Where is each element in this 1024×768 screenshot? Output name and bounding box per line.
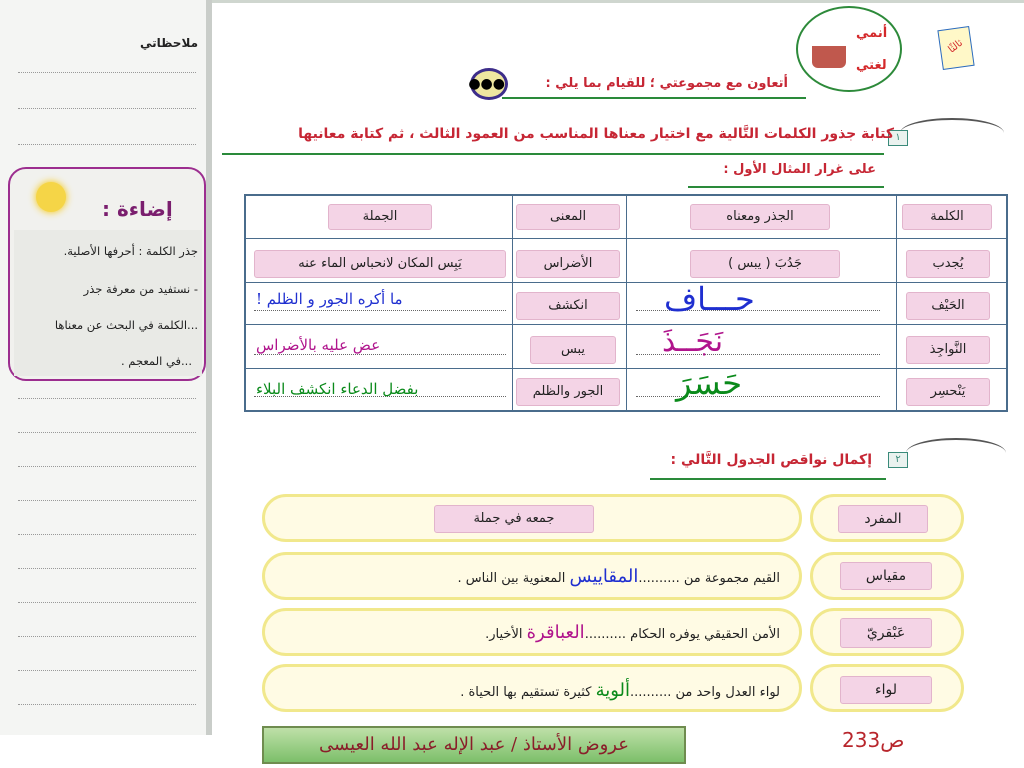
note-line: [18, 108, 196, 109]
tip-line: جذر الكلمة : أحرفها الأصلية.: [63, 244, 198, 258]
handwritten-sentence: بفضل الدعاء انكشف البلاء: [256, 380, 419, 398]
sentence-end: كثيرة تستقيم بها الحياة .: [460, 685, 596, 700]
tip-line: ...في المعجم .: [121, 354, 192, 368]
meaning-cell: انكشف: [516, 292, 620, 320]
sentence-end: الأخيار.: [485, 627, 527, 642]
sticky-note-icon: [937, 26, 974, 70]
underline: [650, 478, 886, 480]
table-divider: [246, 324, 1006, 325]
table-divider: [626, 196, 627, 410]
handwritten-sentence: عض عليه بالأضراس: [256, 336, 381, 354]
note-label: ثالثًا: [946, 37, 966, 56]
table-divider: [896, 196, 897, 410]
page-number: ص233: [842, 728, 905, 752]
handwritten-plural: ألوية: [595, 680, 631, 701]
handwritten-plural: المقاييس: [569, 566, 639, 587]
header-single: المفرد: [838, 505, 928, 533]
tip-line: ...الكلمة في البحث عن معناها: [54, 318, 198, 332]
meaning-cell: الجور والظلم: [516, 378, 620, 406]
group-people-icon: ●●●: [470, 68, 508, 100]
underline: [502, 97, 806, 99]
answer-dots: [254, 310, 506, 311]
sentence-start: الأمن الحقيقي يوفره الحكام ..........: [584, 627, 780, 642]
notes-title: ملاحظاتي: [139, 36, 198, 50]
note-line: [18, 602, 196, 603]
exercise-subtitle: على غرار المثال الأول :: [723, 162, 876, 177]
single-cell: لواء: [840, 676, 932, 704]
note-line: [18, 636, 196, 637]
word-cell: يُجدب: [906, 250, 990, 278]
badge-line2: لغتي: [856, 58, 887, 73]
note-line: [18, 398, 196, 399]
header-word: الكلمة: [902, 204, 992, 230]
table-divider: [512, 196, 513, 410]
handwritten-plural: العباقرة: [526, 622, 585, 643]
group-instruction: أتعاون مع مجموعتي ؛ للقيام بما يلي :: [545, 76, 788, 91]
word-cell: الحَيْف: [906, 292, 990, 320]
handwritten-root: حـــاف: [664, 280, 755, 318]
badge-line1: أنمي: [856, 26, 888, 41]
plural-sentence: [460, 680, 780, 701]
exercise-number: ١: [888, 130, 908, 146]
meaning-cell: الأضراس: [516, 250, 620, 278]
exercise-number: ٢: [888, 452, 908, 468]
author-banner: عروض الأستاذ / عبد الإله عبد الله العيسى: [262, 726, 686, 764]
answer-dots: [636, 396, 880, 397]
sentence-end: المعنوية بين الناس .: [457, 571, 570, 586]
single-cell: مقياس: [840, 562, 932, 590]
word-cell: النَّواجِذ: [906, 336, 990, 364]
meaning-cell: يبس: [530, 336, 616, 364]
watering-can-icon: [812, 46, 846, 68]
tip-title: إضاءة :: [102, 197, 173, 221]
sentence-start: القيم مجموعة من ..........: [638, 571, 780, 586]
sentence-cell: يَبِس المكان لانحباس الماء عنه: [254, 250, 506, 278]
plural-sentence: [457, 566, 780, 587]
header-plural: جمعه في جملة: [434, 505, 594, 533]
note-line: [18, 568, 196, 569]
word-cell: يَنْحسِر: [906, 378, 990, 406]
note-line: [18, 144, 196, 145]
handwritten-root: نَجَــذَ: [662, 324, 724, 359]
note-line: [18, 466, 196, 467]
header-root: الجذر ومعناه: [690, 204, 830, 230]
handwritten-sentence: ما أكره الجور و الظلم !: [256, 290, 403, 308]
single-cell: عَبْقريّ: [840, 618, 932, 648]
exercise-title: إكمال نواقص الجدول التَّالي :: [670, 452, 872, 468]
header-sentence: الجملة: [328, 204, 432, 230]
table-divider: [246, 282, 1006, 283]
note-line: [18, 432, 196, 433]
swoosh-decoration: [900, 118, 1004, 148]
sentence-start: لواء العدل واحد من ..........: [630, 685, 780, 700]
lightbulb-icon: [36, 182, 66, 212]
table-divider: [246, 238, 1006, 239]
plural-sentence: [485, 622, 780, 643]
header-meaning: المعنى: [516, 204, 620, 230]
note-line: [18, 72, 196, 73]
note-line: [18, 534, 196, 535]
root-cell: جَدُبَ ( يبس ): [690, 250, 840, 278]
note-line: [18, 704, 196, 705]
handwritten-root: حَسَرَ: [676, 364, 742, 402]
exercise-title: كتابة جذور الكلمات التَّالية مع اختيار معناها المناسب من العمود الثالث ، ثم كتابة معانيها: [298, 126, 894, 142]
underline: [688, 186, 884, 188]
note-line: [18, 500, 196, 501]
swoosh-decoration: [906, 438, 1006, 468]
answer-dots: [254, 354, 506, 355]
underline: [222, 153, 884, 155]
table-divider: [246, 368, 1006, 369]
tip-line: - نستفيد من معرفة جذر: [83, 282, 198, 296]
note-line: [18, 670, 196, 671]
